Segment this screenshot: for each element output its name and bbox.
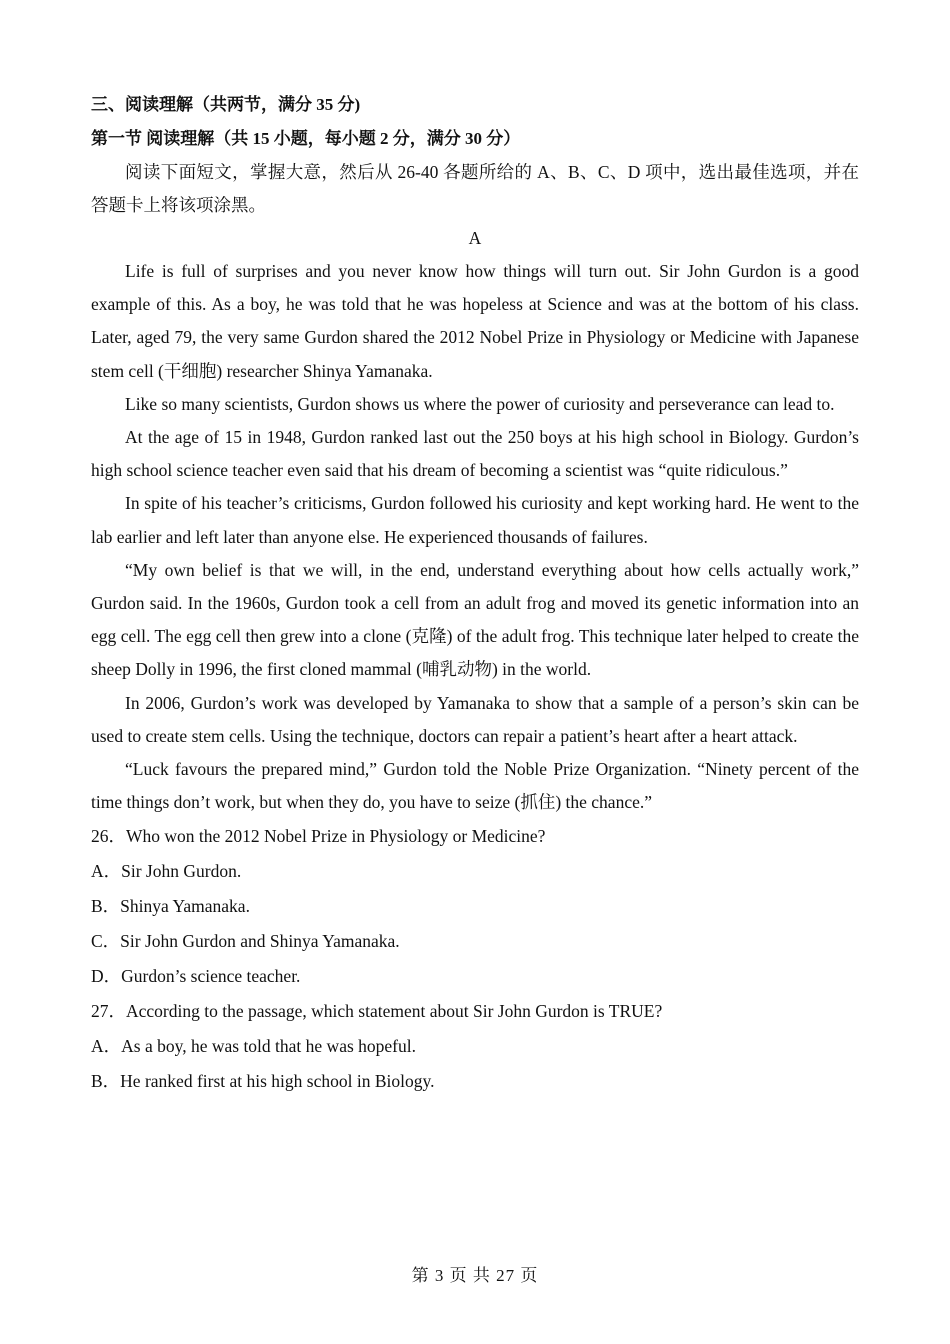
answer-option: A．As a boy, he was told that he was hopeful.	[91, 1036, 416, 1057]
passage-paragraph: In spite of his teacher’s criticisms, Gurdon followed his curiosity and kept working hard. He went to the lab earlier and left later than anyone else. He experienced thousands of failures.	[91, 493, 859, 547]
answer-option: B．He ranked first at his high school in Biology.	[91, 1071, 435, 1092]
instructions: 阅读下面短文，掌握大意，然后从 26-40 各题所给的 A、B、C、D 项中，选出最佳选项，并在答题卡上将该项涂黑。	[91, 162, 859, 215]
passage-paragraph: Like so many scientists, Gurdon shows us where the power of curiosity and perseverance can lead to.	[125, 393, 835, 414]
passage-paragraph: In 2006, Gurdon’s work was developed by Yamanaka to show that a sample of a person’s skin can be used to create stem cells. Using the technique, doctors can repair a patient’s heart after a heart attack.	[91, 692, 859, 746]
question-stem: 27．According to the passage, which statement about Sir John Gurdon is TRUE?	[91, 1001, 663, 1022]
section-title: 三、阅读理解（共两节，满分 35 分)	[91, 95, 361, 114]
passage-paragraph: Life is full of surprises and you never know how things will turn out. Sir John Gurdon is a good example of this. As a boy, he was told that he was hopeless at Science and was at the bottom of his class. Later, aged 79, the very same Gurdon shared the 2012 Nobel Prize in Physiology or Medicine with Japanese stem cell (干细胞) researcher Shinya Yamanaka.	[91, 261, 859, 381]
passage	[91, 255, 859, 819]
passage-label: A	[468, 228, 482, 248]
passage-paragraph: “Luck favours the prepared mind,” Gurdon told the Noble Prize Organization. “Ninety percent of the time things don’t work, but when they do, you have to seize (抓住) the chance.”	[91, 759, 859, 813]
passage-paragraph: At the age of 15 in 1948, Gurdon ranked last out the 250 boys at his high school in Biology. Gurdon’s high school science teacher even said that his dream of becoming a scientist was “quite ridiculous.”	[91, 427, 859, 481]
question-26	[91, 819, 859, 994]
subsection-title: 第一节 阅读理解（共 15 小题，每小题 2 分，满分 30 分）	[91, 129, 521, 148]
page-footer: 第 3 页 共 27 页	[411, 1266, 539, 1285]
question-27	[91, 994, 859, 1099]
answer-option: D．Gurdon’s science teacher.	[91, 966, 301, 987]
answer-option: C．Sir John Gurdon and Shinya Yamanaka.	[91, 931, 400, 952]
answer-option: B．Shinya Yamanaka.	[91, 896, 250, 917]
passage-paragraph: “My own belief is that we will, in the end, understand everything about how cells actually work,” Gurdon said. In the 1960s, Gurdon took a cell from an adult frog and moved its genetic information into an egg cell. The egg cell then grew into a clone (克隆) of the adult frog. This technique later helped to create the sheep Dolly in 1996, the first cloned mammal (哺乳动物) in the world.	[91, 559, 859, 680]
question-stem: 26．Who won the 2012 Nobel Prize in Physiology or Medicine?	[91, 826, 546, 847]
answer-option: A．Sir John Gurdon.	[91, 861, 242, 882]
page-content	[91, 88, 859, 1099]
